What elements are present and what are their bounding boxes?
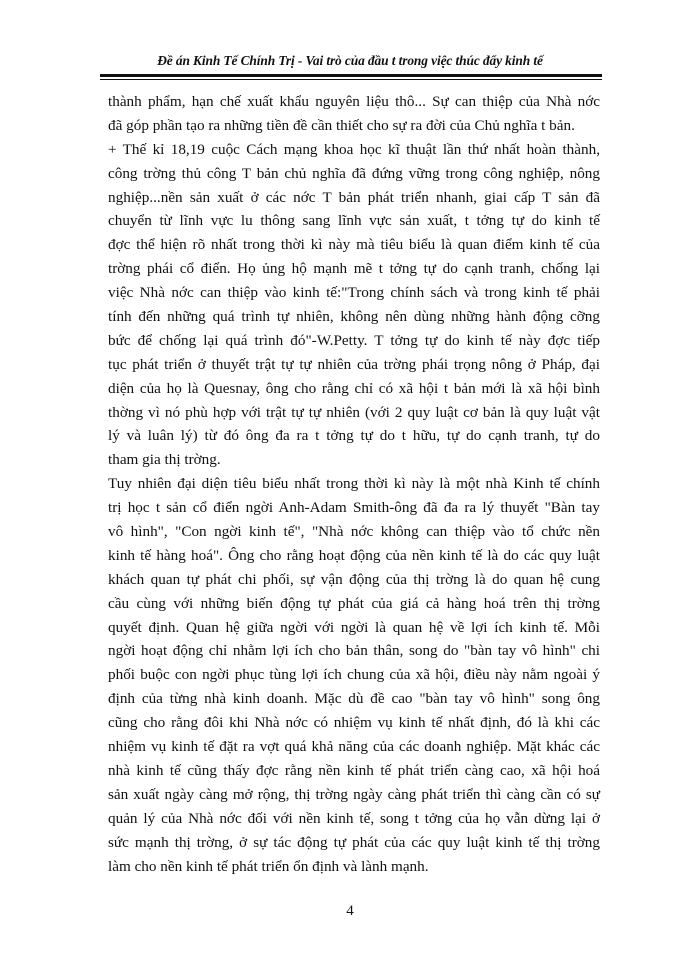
text-line: trờng phái cổ điển. Họ ủng hộ mạnh mẽ t tởng tự do cạnh tranh, chống lại [108,260,600,278]
text-line: đã góp phần tạo ra những tiền đề cần thiết cho sự ra đời của Chủ nghĩa t bản. [108,116,575,134]
text-line: tính đến những quá trình tự nhiên, không nên dùng những hành động cỡng [108,308,600,326]
text-line: cũng cho rằng đôi khi Nhà nớc có nhiệm vụ kinh tế nhất định, đó là khi các [108,714,600,732]
text-line: công trờng thủ công T bản chủ nghĩa đã đứng vững trong công nghiệp, nông [108,164,600,182]
text-line: sản xuất ngày càng mở rộng, thị trờng ngày càng phát triển thì càng cần có sự [108,785,600,803]
text-line: đợc thể hiện rõ nhất trong thời kì này mà tiêu biểu là quan điểm kinh tế của [108,236,600,254]
text-line: nhà kinh tế cũng thấy đợc rằng nền kinh tế phát triển càng cao, xã hội hoá [108,761,600,779]
text-line: vô hình", "Con ngời kinh tế", "Nhà nớc không can thiệp vào tổ chức nền [108,523,600,541]
text-line: Tuy nhiên đại diện tiêu biểu nhất trong thời kì này là một nhà Kinh tế chính [108,475,600,493]
text-line: kinh tế hàng hoá". Ông cho rằng hoạt động của nền kinh tế là do các quy luật [108,546,600,564]
text-line: bức để chống lại quá trình đó"-W.Petty. T tởng tự do kinh tế này đợc tiếp [108,331,600,349]
text-line: + Thế kỉ 18,19 cuộc Cách mạng khoa học kĩ thuật lần thứ nhất hoàn thành, [108,140,600,158]
header-title: Đề án Kinh Tế Chính Trị - Vai trò của đầu t trong việc thúc đẩy kinh tế [157,53,543,68]
text-line: ngời hoạt động chỉ nhằm lợi ích cho bản thân, song do "bàn tay vô hình" chi [108,642,600,660]
text-line: nhiệm vụ kinh tế đặt ra vợt quá khả năng của các doanh nghiệp. Mặt khác các [108,738,600,756]
text-line: việc Nhà nớc can thiệp vào kinh tế:"Trong chính sách và trong kinh tế phải [108,284,600,302]
running-header [100,52,600,76]
header-rule-thin [100,79,602,80]
text-line: chuyển từ lĩnh vực lu thông sang lĩnh vực sản xuất, t tởng tự do kinh tế [108,212,600,230]
text-line: định của từng nhà kinh doanh. Mặc dù đề cao "bàn tay vô hình" song ông [108,690,600,708]
text-line: thờng vì nó phù hợp với trật tự tự nhiên (với 2 quy luật cơ bản là quy luật vật [108,403,600,421]
text-line: lý và luân lý) từ đó ông đa ra t tởng tự do t hữu, tự do cạnh tranh, tự do [108,427,600,445]
page-number: 4 [346,903,354,919]
header-rule-thick [100,74,602,77]
text-line: làm cho nền kinh tế phát triển ổn định và lành mạnh. [108,857,429,875]
text-line: nghiệp...nền sản xuất ở các nớc T bản phát triển nhanh, giai cấp T sản đã [108,188,600,206]
text-line: tục phát triển ở thuyết trật tự tự nhiên của trờng phái trọng nông ở Pháp, đại [108,355,600,373]
text-line: trị học t sản cổ điển ngời Anh-Adam Smith-ông đã đa ra lý thuyết "Bàn tay [108,499,600,517]
body-text [108,90,600,878]
text-line: khách quan tự phát chi phối, sự vận động của thị trờng là do quan hệ cung [108,570,600,588]
text-line: tham gia thị trờng. [108,451,221,469]
text-line: quản lý của Nhà nớc đối với nền kinh tế, song t tởng của họ vẫn dừng lại ở [108,809,600,827]
text-line: quyết định. Quan hệ giữa ngời với ngời là quan hệ về lợi ích kinh tế. Mỗi [108,618,600,636]
text-line: phối buộc con ngời phục tùng lợi ích chung của xã hội, điều này nằm ngoài ý [108,666,600,684]
text-line: thành phẩm, hạn chế xuất khẩu nguyên liệu thô... Sự can thiệp của Nhà nớc [108,93,600,110]
text-line: diện của họ là Quesnay, ông cho rằng chỉ có xã hội t bản mới là xã hội bình [108,379,600,397]
text-line: cầu cùng với những biến động tự phát của giá cả hàng hoá trên thị trờng [108,594,600,612]
text-line: sức mạnh thị trờng, ở sự tác động tự phát của các quy luật kinh tế thị trờng [108,833,600,851]
